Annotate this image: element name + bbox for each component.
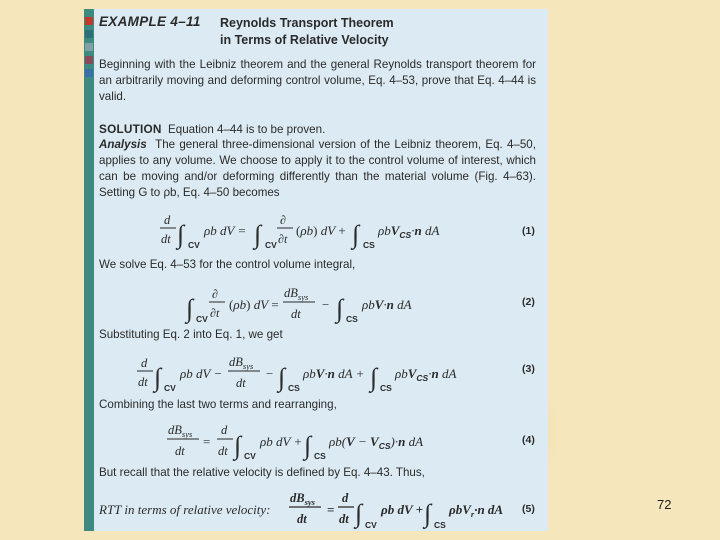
analysis-label: Analysis bbox=[99, 138, 147, 151]
svg-text:CS: CS bbox=[363, 240, 375, 250]
svg-text:∫: ∫ bbox=[278, 363, 286, 392]
gray-square-marker bbox=[85, 43, 93, 51]
svg-text:ρb dV =: ρb dV = bbox=[204, 223, 247, 238]
svg-text:−: − bbox=[322, 297, 330, 312]
analysis-paragraph bbox=[99, 137, 536, 201]
svg-text:∂: ∂ bbox=[212, 287, 218, 301]
svg-text:dBsys: $dB_{sys}$ bbox=[290, 491, 315, 507]
equation-4 bbox=[84, 415, 548, 465]
svg-text:dt: dt bbox=[236, 376, 246, 390]
svg-text:∫: ∫ bbox=[352, 220, 360, 249]
svg-text:dt: dt bbox=[339, 512, 349, 526]
solution-label: SOLUTION bbox=[99, 122, 162, 136]
svg-text:−: − bbox=[266, 366, 274, 381]
svg-text:∫: ∫ bbox=[177, 220, 185, 249]
problem-statement: Beginning with the Leibniz theorem and the general Reynolds transport theorem for an arbitrarily moving and deforming control volume, Eq. 4–53, prove that Eq. 4–44 is valid. bbox=[99, 58, 536, 103]
svg-text:ρbVr·n dA: ρbV$_r$·n dA bbox=[449, 502, 504, 519]
equation-3 bbox=[84, 347, 548, 395]
svg-text:(ρb) dV =: (ρb) dV = bbox=[229, 297, 279, 312]
svg-text:∫: ∫ bbox=[154, 363, 162, 392]
analysis-text: The general three-dimensional version of the Leibniz theorem, Eq. 4–50, applies to any volume. We choose to apply it to the control volume of interest, which can be moving and/or deforming differently than the material volume (Fig. 4–63). Setting G to ρb, Eq. 4–50 becomes bbox=[99, 138, 536, 199]
svg-text:ρbVCS·n dA: ρbV$_{CS}$·n dA bbox=[395, 366, 457, 383]
svg-text:ρbV·n dA +: ρbV·n dA + bbox=[303, 366, 365, 381]
svg-text:d: d bbox=[141, 356, 148, 370]
red-square-marker bbox=[85, 17, 93, 25]
svg-text:dt: dt bbox=[291, 307, 301, 321]
substitute-text: Substituting Eq. 2 into Eq. 1, we get bbox=[99, 328, 283, 341]
svg-text:CV: CV bbox=[188, 240, 200, 250]
svg-text:=: = bbox=[203, 434, 211, 449]
svg-text:CS: CS bbox=[288, 383, 300, 393]
svg-text:∂t: ∂t bbox=[278, 232, 288, 246]
svg-text:CS: CS bbox=[380, 383, 392, 393]
teal-square-marker bbox=[85, 30, 93, 38]
svg-text:CV: CV bbox=[164, 383, 176, 393]
svg-text:dBsys: $dB_{sys}$ bbox=[284, 286, 309, 302]
svg-text:dBsys: $dB_{sys}$ bbox=[229, 355, 254, 371]
blue-square-marker bbox=[85, 69, 93, 77]
example-label: EXAMPLE 4–11 bbox=[99, 14, 201, 29]
solution-statement: Equation 4–44 is to be proven. bbox=[168, 123, 326, 136]
svg-text:∫: ∫ bbox=[186, 294, 194, 323]
mauve-square-marker bbox=[85, 56, 93, 64]
svg-text:∂t: ∂t bbox=[210, 306, 220, 320]
svg-text:CS: CS bbox=[314, 451, 326, 461]
svg-text:ρbV·n dA: ρbV·n dA bbox=[362, 297, 412, 312]
svg-text:d: d bbox=[342, 491, 349, 505]
svg-text:CV: CV bbox=[196, 314, 208, 324]
svg-text:(ρb) dV +: (ρb) dV + bbox=[296, 223, 346, 238]
svg-text:dt: dt bbox=[161, 232, 171, 246]
svg-text:CS: CS bbox=[346, 314, 358, 324]
svg-text:ρb(V − VCS)·n dA: $\rho b(V - V_{CS})\cdot n$ dA bbox=[329, 434, 424, 451]
svg-text:ρb dV +: ρb dV + bbox=[260, 434, 303, 449]
equation-1 bbox=[84, 205, 548, 251]
svg-text:∫: ∫ bbox=[355, 499, 363, 528]
svg-text:∫: ∫ bbox=[370, 363, 378, 392]
svg-text:ρb dV +: ρb dV + bbox=[381, 502, 424, 517]
svg-text:dBsys: $dB_{sys}$ bbox=[168, 423, 193, 439]
svg-text:dt: dt bbox=[218, 444, 228, 458]
recall-text: But recall that the relative velocity is defined by Eq. 4–43. Thus, bbox=[99, 466, 425, 479]
svg-text:ρbVCS·n dA: ρbV$_{CS}$·n dA bbox=[378, 223, 440, 240]
svg-text:d: d bbox=[164, 213, 171, 227]
svg-text:CV: CV bbox=[365, 520, 377, 530]
svg-text:CS: CS bbox=[434, 520, 446, 530]
svg-text:dt: dt bbox=[297, 512, 307, 526]
svg-text:CV: CV bbox=[265, 240, 277, 250]
svg-text:d: d bbox=[221, 423, 228, 437]
equation-number-2: (2) bbox=[522, 296, 535, 308]
rtt-label: RTT in terms of relative velocity: bbox=[99, 502, 271, 517]
svg-text:∫: ∫ bbox=[304, 431, 312, 460]
equation-2 bbox=[84, 277, 548, 327]
example-title-line-2: in Terms of Relative Velocity bbox=[220, 33, 389, 47]
solution-line bbox=[99, 121, 536, 138]
example-title-line-1: Reynolds Transport Theorem bbox=[220, 16, 394, 30]
combine-text: Combining the last two terms and rearranging, bbox=[99, 398, 337, 411]
svg-text:ρb dV −: ρb dV − bbox=[180, 366, 223, 381]
svg-text:∫: ∫ bbox=[424, 499, 432, 528]
svg-text:∫: ∫ bbox=[234, 431, 242, 460]
solve-text: We solve Eq. 4–53 for the control volume integral, bbox=[99, 258, 356, 271]
equation-number-1: (1) bbox=[522, 225, 535, 237]
svg-text:∂: ∂ bbox=[280, 213, 286, 227]
svg-text:=: = bbox=[327, 502, 335, 517]
svg-text:∫: ∫ bbox=[254, 220, 262, 249]
equation-number-5: (5) bbox=[522, 503, 535, 515]
equation-5 bbox=[84, 483, 548, 531]
equation-number-4: (4) bbox=[522, 434, 535, 446]
svg-text:CV: CV bbox=[244, 451, 256, 461]
equation-number-3: (3) bbox=[522, 363, 535, 375]
example-title bbox=[220, 15, 394, 49]
page-number: 72 bbox=[657, 497, 672, 512]
svg-text:dt: dt bbox=[138, 375, 148, 389]
svg-text:dt: dt bbox=[175, 444, 185, 458]
textbook-excerpt-panel bbox=[84, 9, 548, 531]
svg-text:∫: ∫ bbox=[336, 294, 344, 323]
